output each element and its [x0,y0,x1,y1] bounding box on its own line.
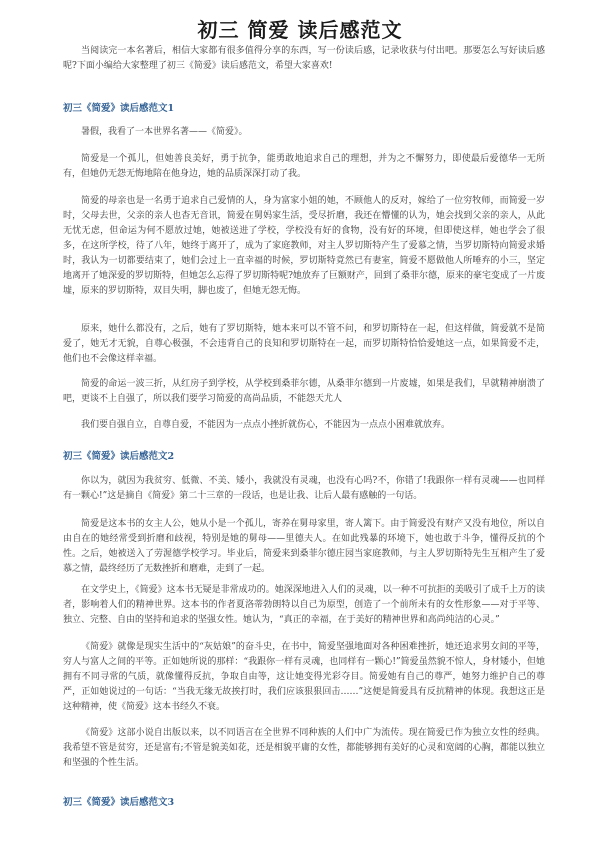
section-2-paragraph-1: 你以为，就因为我贫穷、低微、不美、矮小，我就没有灵魂，也没有心吗?不，你错了!我跟你一样有灵魂——也同样有一颗心!”这是摘自《简爱》第二十三章的一段话，也是让我、让后人最有感触的一句话。 [63,476,545,501]
section-1-heading: 初三《简爱》读后感范文1 [63,103,175,114]
section-1-paragraph-2: 简爱是一个孤儿，但她善良美好，勇于抗争，能勇敢地追求自己的理想，并为之不懈努力，即使最后爱德华一无所有，但她仍无怨无悔地陪在他身边，她的品质深深打动了我。 [63,154,545,179]
section-2-paragraph-3: 在文学史上，《简爱》这本书无疑是非常成功的。她深深地进入人们的灵魂，以一种不可抗拒的美吸引了成千上万的读者，影响着人们的精神世界。这本书的作者夏洛蒂勃朗特以自己为原型，创造了一个前所未有的女性形象——对于平等、独立、完整、自由的坚持和追求的坚强女性。她认为，“真正的幸福，在于美好的精神世界和高尚纯洁的心灵。” [63,585,545,625]
section-2-paragraph-4: 《简爱》就像是现实生活中的“灰姑娘”的奋斗史，在书中，简爱坚强地面对各种困难挫折，她还追求男女间的平等，穷人与富人之间的平等。正如她所说的那样：“我跟你一样有灵魂，也同样有一颗心!”简爱虽然貌不惊人，身材矮小，但她拥有不同寻常的气质，就像懂得反抗，争取自由等，这让她变得光彩夺目。简爱她有自己的尊严，她努力维护自己的尊严，正如她说过的一句话：“当我无缘无故挨打时，我们应该狠狠回击……”这便是简爱具有反抗精神的体现。我想这正是这种精神，使《简爱》这本书经久不衰。 [63,642,545,712]
intro-paragraph: 当阅读完一本名著后，相信大家都有很多值得分享的东西，写一份读后感，记录收获与付出吧。那要怎么写好读后感呢?下面小编给大家整理了初三《简爱》读后感范文，希望大家喜欢! [63,46,545,71]
section-1-paragraph-5: 简爱的命运一波三折，从红房子到学校，从学校到桑菲尔德，从桑菲尔德到一片废墟，如果是我们，早就精神崩溃了吧，更谈不上自强了，所以我们要学习简爱的高尚品质，不能怨天尤人 [63,379,545,404]
section-2-paragraph-5: 《简爱》这部小说自出版以来，以不同语言在全世界不同种族的人们中广为流传。现在简爱已作为独立女性的经典。我希望不管是贫穷，还是富有;不管是貌美如花，还是相貌平庸的女性，都能够拥有美好的心灵和宽阔的心胸，都能以独立和坚强的个性生活。 [63,728,545,768]
section-2-heading: 初三《简爱》读后感范文2 [63,451,175,462]
section-1-paragraph-6: 我们要自强自立，自尊自爱，不能因为一点点小挫折就伤心，不能因为一点点小困难就放弃。 [81,420,451,430]
section-1-paragraph-1: 暑假，我看了一本世界名著——《简爱》。 [81,127,248,137]
section-3-heading: 初三《简爱》读后感范文3 [63,797,175,808]
section-1-paragraph-4: 原来，她什么都没有，之后，她有了罗切斯特，她本来可以不管不问，和罗切斯特在一起，但这样做，简爱就不是简爱了，她无才无貌，自尊心极强，不会违背自己的良知和罗切斯特在一起，而罗切斯特恰恰爱她这一点，如果简爱不走，他们也不会像这样幸福。 [63,324,545,364]
section-1-paragraph-3: 简爱的母亲也是一名勇于追求自己爱情的人，身为富家小姐的她，不顾他人的反对，嫁给了一位穷牧师，而简爱一岁时，父母去世，父亲的亲人也杳无音讯，简爱在舅妈家生活，受尽折磨，我还在懵懂的认为，她会找到父亲的亲人，从此无忧无虑，但命运为何不愿放过她，她被送进了学校，学校没有好的食物，没有好的环境，但即使这样，她也学会了很多，在这所学校，待了八年，她终于离开了，成为了家庭教师，对主人罗切斯特产生了爱慕之情，当罗切斯特向简爱求婚时，我认为一切都要结束了，她们会过上一直幸福的时候，罗切斯特竟然已有妻室，简爱不愿做他人所唾弃的小三，坚定地离开了她深爱的罗切斯特，但她怎么忘得了罗切斯特呢?她放弃了巨额财产，回到了桑菲尔德，原来的豪宅变成了一片废墟，原来的罗切斯特，双目失明，脚也废了，但她无怨无悔。 [63,196,545,296]
page-title: 初三 简爱 读后感范文 [197,18,403,42]
section-2-paragraph-2: 简爱是这本书的女主人公，她从小是一个孤儿，寄养在舅母家里，寄人篱下。由于简爱没有财产又没有地位，所以自由自在的她经常受到折磨和歧视，特别是她的舅母——里德夫人。在如此残暴的环境下，她也敢于斗争，懂得反抗的个性。之后，她被送入了劳渥德学校学习。毕业后，简爱来到桑菲尔德庄园当家庭教师，与主人罗切斯特先生互相产生了爱慕之情，最终经历了无数挫折和磨难，走到了一起。 [63,519,545,574]
